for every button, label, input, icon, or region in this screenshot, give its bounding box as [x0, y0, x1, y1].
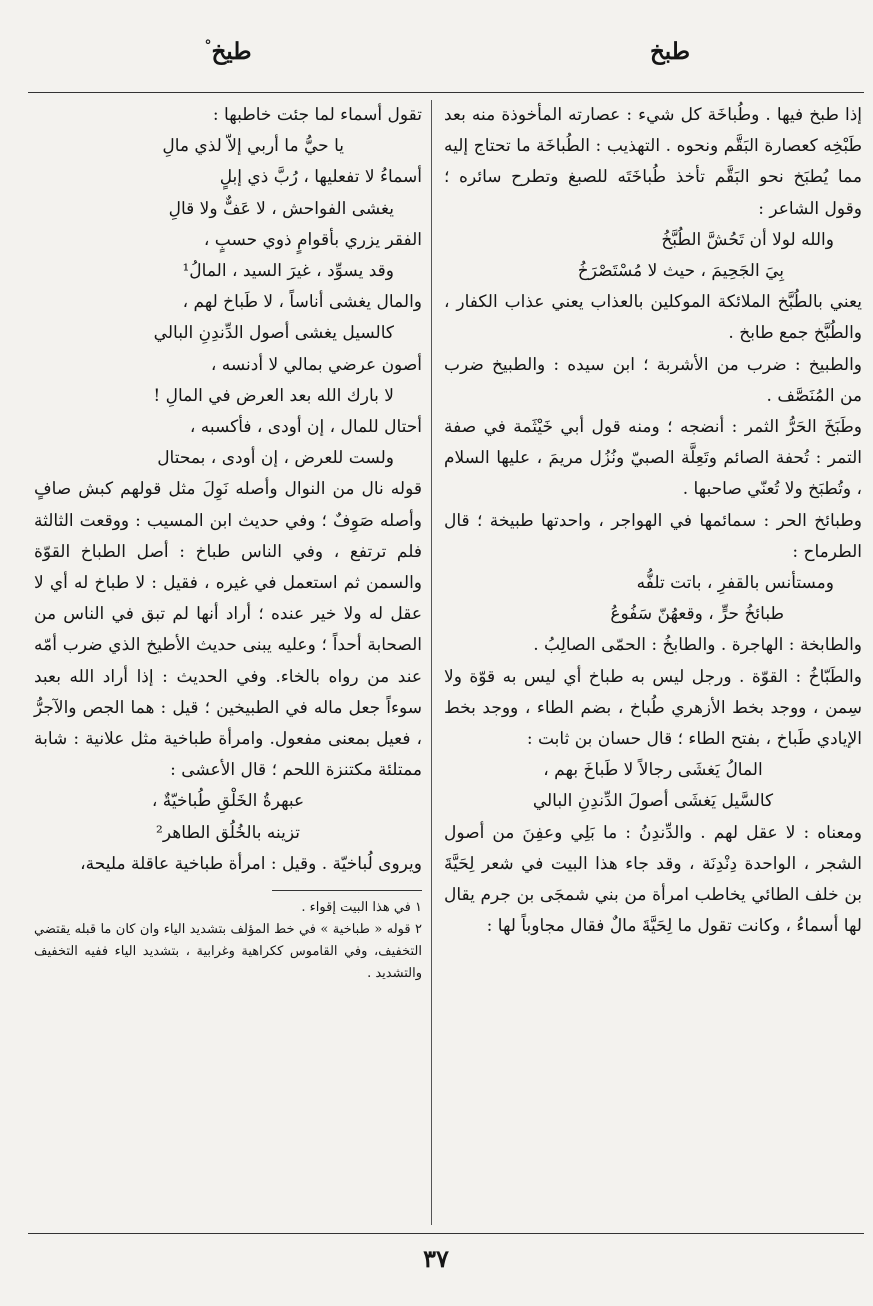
bottom-rule [28, 1233, 864, 1234]
verse-line: ولست للعرض ، إن أودى ، بمحتال [157, 448, 394, 469]
verse-line: كالسيل يغشى أصول الدِّندِنِ البالي [153, 323, 394, 344]
right-headword: طبخ [649, 38, 691, 65]
paragraph: والطَبّاخُ : القوّة . ورجل ليس به طباخ أي ليس به قوّة ولا سِمن ، ووجد بخط الأزهري طُباخ ، بضم الطاء ، ووجد بخط الإيادي طَباخ ، بفتح الطاء ؛ قال حسان بن ثابت : [444, 666, 862, 750]
left-column [34, 100, 422, 985]
paragraph: والطابخة : الهاجرة . والطابخُ : الحمّى الصالِبُ . [533, 635, 862, 656]
column-divider [431, 100, 432, 1225]
verse-line: تزينه بالخُلُق الطاهر² [156, 822, 300, 843]
verse-line: المالُ يَغشَى رجالاً لا طَباخَ بهم ، [543, 760, 763, 781]
verse-line: يغشى الفواحش ، لا عَفٌّ ولا قالِ [168, 198, 394, 219]
paragraph: ويروى لُباخيّة . وقيل : امرأة طباخية عاقلة مليحة، [80, 853, 422, 874]
paragraph: تقول أسماء لما جئت خاطبها : [212, 105, 422, 125]
left-headword-block [175, 38, 275, 65]
paragraph: يعني بالطُبَّخ الملائكة الموكلين بالعذاب يعني عذاب الكفار ، والطُبَّخ جمع طابخ . [444, 292, 862, 344]
verse-line: كالسَّيل يَغشَى أصولَ الدِّندِنِ البالي [532, 791, 774, 812]
paragraph: الفقر يزري بأقوامٍ ذوي حسبٍ ، [203, 229, 422, 250]
verse-line: وقد يسوِّد ، غيرَ السيد ، المالُ¹ [182, 261, 394, 282]
paragraph: أصون عرضي بمالي لا أدنسه ، [210, 354, 422, 375]
verse-line: يا حيُّ ما أربي إلاّ لذي مالِ [162, 136, 344, 157]
verse-line: ومستأنس بالقفرِ ، باتت تلفُّه [636, 573, 834, 594]
footnote-rule [272, 890, 422, 891]
paragraph: والمال يغشى أناساً ، لا طَباخ لهم ، [182, 292, 422, 313]
paragraph: أسماءُ لا تفعليها ، رُبَّ ذي إبلٍ [219, 167, 422, 188]
paragraph: إذا طبخ فيها . وطُباخَة كل شيء : عصارته المأخوذة منه بعد طَبْخِه كعصارة البَقَّم ونحوه . التهذيب : الطُباخَة ما تحتاج إليه مما يُطبَخ نحو البَقَّم تأخذ طُباخَتَه للصبغ وتطرح سائره ؛ وقول الشاعر : [444, 105, 862, 219]
paragraph: والطبيخ : ضرب من الأشربة ؛ ابن سيده : والطبيخ ضرب من المُنَصَّف . [444, 354, 862, 406]
verse-line: طبائخُ حرٍّ ، وقعهُنّ سَفُوعُ [610, 604, 784, 625]
page-number: ٣٧ [423, 1244, 449, 1273]
footnote: ٢ قوله « طباخية » في خط المؤلف بتشديد الياء وان كان ما قبله يقتضي التخفيف، وفي القاموس ككراهية وغرابية ، بتشديد الياء ففيه التخفيف والتشديد . [34, 922, 422, 982]
verse-line: لا بارك الله بعد العرض في المالِ ! [153, 385, 394, 406]
left-headword: طيخ [211, 38, 252, 65]
paragraph: قوله نال من النوال وأصله نَوِلَ مثل قولهم كبش صافٍ وأصله صَوِفٌ ؛ وفي حديث ابن المسيب : ووقعت الثالثة فلم ترتفع ، وفي الناس طباخ : أصل الطباخ القوّة والسمن ثم استعمل في غيره ، فقيل : لا طباخ له أي لا عقل له ولا خير عنده ؛ أراد أنها لم تبق في الناس من الصحابة أحداً ؛ وعليه يبنى حديث الأطيخ الذي ضرب أمّه عند من رواه بالخاء. وفي الحديث : إذا أراد الله بعبد سوءاً جعل ماله في الطبيخين ؛ قيل : هما الجص والآجرُّ ، فعيل بمعنى مفعول. وامرأة طباخية مثل علانية : شابة ممتلئة مكتنزة اللحم ؛ قال الأعشى : [34, 479, 422, 781]
paragraph: وطبائخ الحر : سمائمها في الهواجر ، واحدتها طبيخة ؛ قال الطرماح : [444, 510, 862, 562]
paragraph: ومعناه : لا عقل لهم . والدِّندِنُ : ما بَلِي وعفِنَ من أصول الشجر ، الواحدة دِنْدِنَة ، وقد جاء هذا البيت في شعر لِحَيَّةَ بن خلف الطائي يخاطب امرأة من بني شمجَى بن جرم يقال لها أسماءُ ، وكانت تقول ما لِحَيَّةَ مالٌ فقال مجاوباً لها : [444, 822, 862, 937]
verse-line: بِيَ الجَحِيمَ ، حيث لا مُسْتَصْرَخُ [577, 261, 784, 282]
right-column [444, 100, 862, 942]
paragraph: أحتال للمال ، إن أودى ، فأكسبه ، [189, 417, 422, 438]
paragraph: وطَبَخَ الحَرُّ الثمر : أنضجه ؛ ومنه قول أبي خَيْثَمة في صفة التمر : تُحفة الصائم وتَعِلَّة الصبيّ ونُزُل مريمَ ، عليها السلام ، وتُطبَخ ولا تُعنّي صاحبها . [444, 417, 862, 500]
verse-line: والله لولا أن تَحُشَّ الطُبَّخُ [661, 229, 834, 250]
footnote: ١ في هذا البيت إقواء . [301, 900, 422, 916]
verse-line: عبهرةُ الخَلْقِ طُباخيّةٌ ، [151, 791, 305, 812]
header-mark: ° [204, 38, 212, 54]
top-rule [28, 92, 864, 93]
